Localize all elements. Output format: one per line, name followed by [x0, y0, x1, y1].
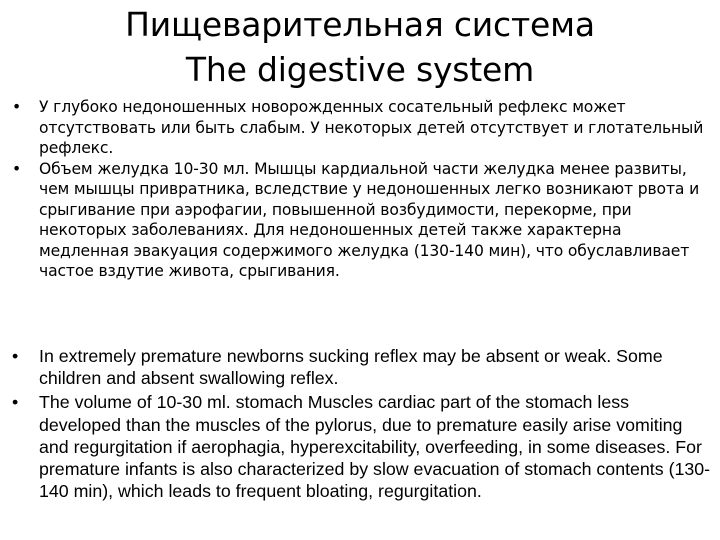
bullet-icon: •: [12, 98, 22, 116]
slide-title: [100, 2, 620, 92]
english-bullet-2: [12, 391, 712, 502]
english-bullet-list: [12, 345, 712, 502]
english-bullet-1: [12, 345, 712, 389]
russian-bullet-list: [12, 97, 712, 282]
bullet-icon: •: [12, 346, 19, 366]
title-russian: Пищеварительная система: [125, 5, 595, 44]
russian-bullet-text: Объем желудка 10-30 мл. Мышцы кардиальной части желудка менее развиты, чем мышцы привратника, вследствие у недоношенных легко возникают рвота и срыгивание при аэрофагии, повышенной возбудимости, перекорме, при некоторых заболеваниях. Для недоношенных детей также характерна медленная эвакуация содержимого желудка (130-140 мин), что обуславливает частое вздутие живота, срыгивания.: [39, 159, 700, 280]
english-bullet-text: In extremely premature newborns sucking reflex may be absent or weak. Some children and absent swallowing reflex.: [39, 346, 663, 389]
bullet-icon: •: [12, 159, 22, 178]
russian-bullet-text: У глубоко недоношенных новорожденных сосательный рефлекс может отсутствовать или быть слабым. У некоторых детей отсутствует и глотательный рефлекс.: [39, 98, 704, 157]
title-english: The digestive system: [185, 50, 535, 89]
bullet-icon: •: [12, 392, 19, 413]
english-bullet-text: The volume of 10-30 ml. stomach Muscles cardiac part of the stomach less developed than the muscles of the pylorus, due to premature easily arise vomiting and regurgitation if aerophagia, hyperexcitability, overfeeding, in some diseases. For premature infants is also characterized by slow evacuation of stomach contents (130-140 min), which leads to frequent bloating, regurgitation.: [39, 392, 711, 502]
russian-bullet-2: [12, 159, 712, 282]
russian-bullet-1: [12, 97, 712, 159]
